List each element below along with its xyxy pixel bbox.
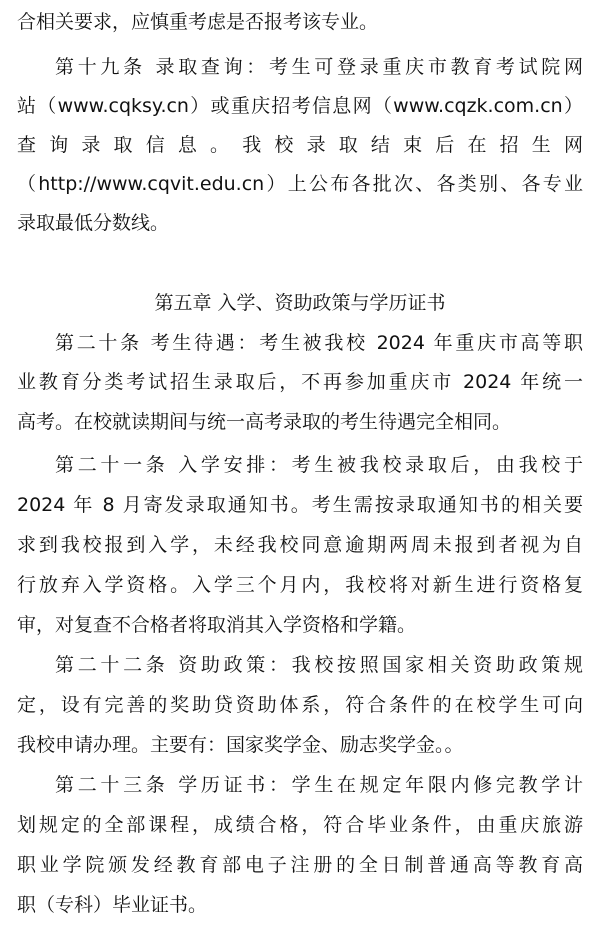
text-line: （http://www.cqvit.edu.cn）上公布各批次、各类别、各专业 xyxy=(17,173,583,195)
text-line: 职（专科）毕业证书。 xyxy=(17,894,208,916)
text-line: 合相关要求，应慎重考虑是否报考该专业。 xyxy=(17,11,379,33)
text-line: 录取最低分数线。 xyxy=(17,212,170,234)
text-line: 我校申请办理。主要有：国家奖学金、励志奖学金。。 xyxy=(17,734,464,756)
chapter-title: 第五章 入学、资助政策与学历证书 xyxy=(154,292,446,314)
text-line: 划规定的全部课程，成绩合格，符合毕业条件，由重庆旅游 xyxy=(17,814,583,836)
article-20-heading-line: 第二十条 考生待遇：考生被我校 2024 年重庆市高等职 xyxy=(55,332,583,354)
text-line: 高考。在校就读期间与统一高考录取的考生待遇完全相同。 xyxy=(17,411,512,433)
text-line: 业教育分类考试招生录取后，不再参加重庆市 2024 年统一 xyxy=(17,371,583,393)
text-line: 审，对复查不合格者将取消其入学资格和学籍。 xyxy=(17,614,417,636)
article-21-heading-line: 第二十一条 入学安排：考生被我校录取后，由我校于 xyxy=(55,454,583,476)
text-line: 职业学院颁发经教育部电子注册的全日制普通高等教育高 xyxy=(17,854,583,876)
article-22-heading-line: 第二十二条 资助政策：我校按照国家相关资助政策规 xyxy=(55,654,583,676)
text-line: 查询录取信息。我校录取结束后在招生网 xyxy=(17,134,583,156)
text-line: 2024 年 8 月寄发录取通知书。考生需按录取通知书的相关要 xyxy=(17,494,583,516)
article-23-heading-line: 第二十三条 学历证书：学生在规定年限内修完教学计 xyxy=(55,774,583,796)
text-line: 求到我校报到入学，未经我校同意逾期两周未报到者视为自 xyxy=(17,534,583,556)
text-line: 定，设有完善的奖助贷资助体系，符合条件的在校学生可向 xyxy=(17,694,583,716)
text-line: 站（www.cqksy.cn）或重庆招考信息网（www.cqzk.com.cn） xyxy=(17,95,583,117)
article-19-heading-line: 第十九条 录取查询：考生可登录重庆市教育考试院网 xyxy=(55,56,583,78)
text-line: 行放弃入学资格。入学三个月内，我校将对新生进行资格复 xyxy=(17,574,583,596)
